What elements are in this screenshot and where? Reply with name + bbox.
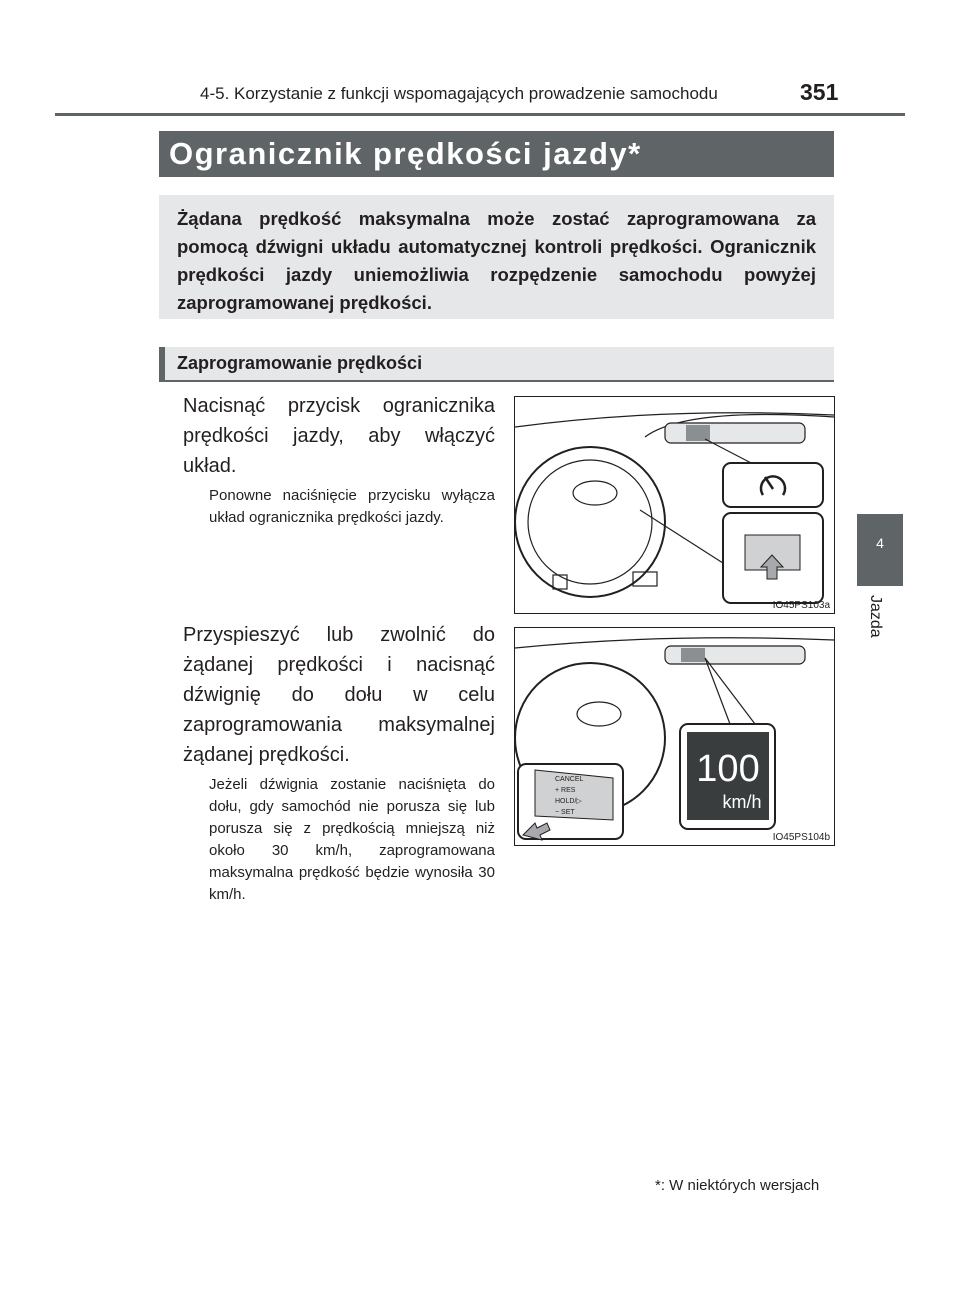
header-rule (55, 113, 905, 116)
page-title: Ogranicznik prędkości jazdy* (159, 131, 834, 177)
intro-box: Żądana prędkość maksymalna może zostać zaprogramowana za pomocą dźwigni układu automatycznej kontroli prędkości. Ogranicznik prędkości jazdy uniemożliwia rozpędzenie samochodu powyżej zaprogramowanej prędkości. (159, 195, 834, 319)
step-1 (183, 391, 495, 529)
step-2 (183, 620, 495, 906)
chapter-label: Jazda (867, 595, 884, 638)
figure-code: IO45PS104b (772, 832, 830, 843)
section-header: 4-5. Korzystanie z funkcji wspomagających prowadzenie samochodu (200, 84, 718, 103)
dashboard-illustration (515, 628, 834, 845)
lever-label-set: − SET (555, 809, 575, 816)
footnote: *: W niektórych wersjach (655, 1177, 820, 1194)
lever-label-hold: HOLD/▷ (555, 798, 582, 805)
lever-label-cancel: CANCEL (555, 776, 584, 783)
subheading: Zaprogramowanie prędkości (159, 347, 834, 382)
chapter-number: 4 (876, 535, 884, 551)
figure-lever-set (514, 627, 835, 846)
step-1-note: Ponowne naciśnięcie przycisku wyłącza układ ogranicznika prędkości jazdy. (209, 487, 495, 526)
lever-label-res: + RES (555, 787, 576, 794)
figure-code: IO45PS103a (772, 600, 830, 611)
page-number: 351 (800, 79, 839, 105)
speedometer-callout (723, 463, 823, 507)
chapter-tab[interactable] (857, 514, 903, 586)
step-2-text: Przyspieszyć lub zwolnić do żądanej prędkości i nacisnąć dźwignię do dołu w celu zaprogramowania maksymalnej żądanej prędkości. (183, 624, 495, 766)
display-unit: km/h (722, 792, 762, 812)
display-value: 100 (696, 748, 760, 790)
figure-limiter-button (514, 396, 835, 614)
step-2-note: Jeżeli dźwignia zostanie naciśnięta do dołu, gdy samochód nie porusza się lub porusza się z prędkością mniejszą niż około 30 km/h, zaprogramowana maksymalna prędkość będzie wynosiła 30 km/h. (209, 776, 495, 903)
dashboard-illustration (515, 397, 834, 613)
step-1-text: Nacisnąć przycisk ogranicznika prędkości jazdy, aby włączyć układ. (183, 395, 495, 477)
